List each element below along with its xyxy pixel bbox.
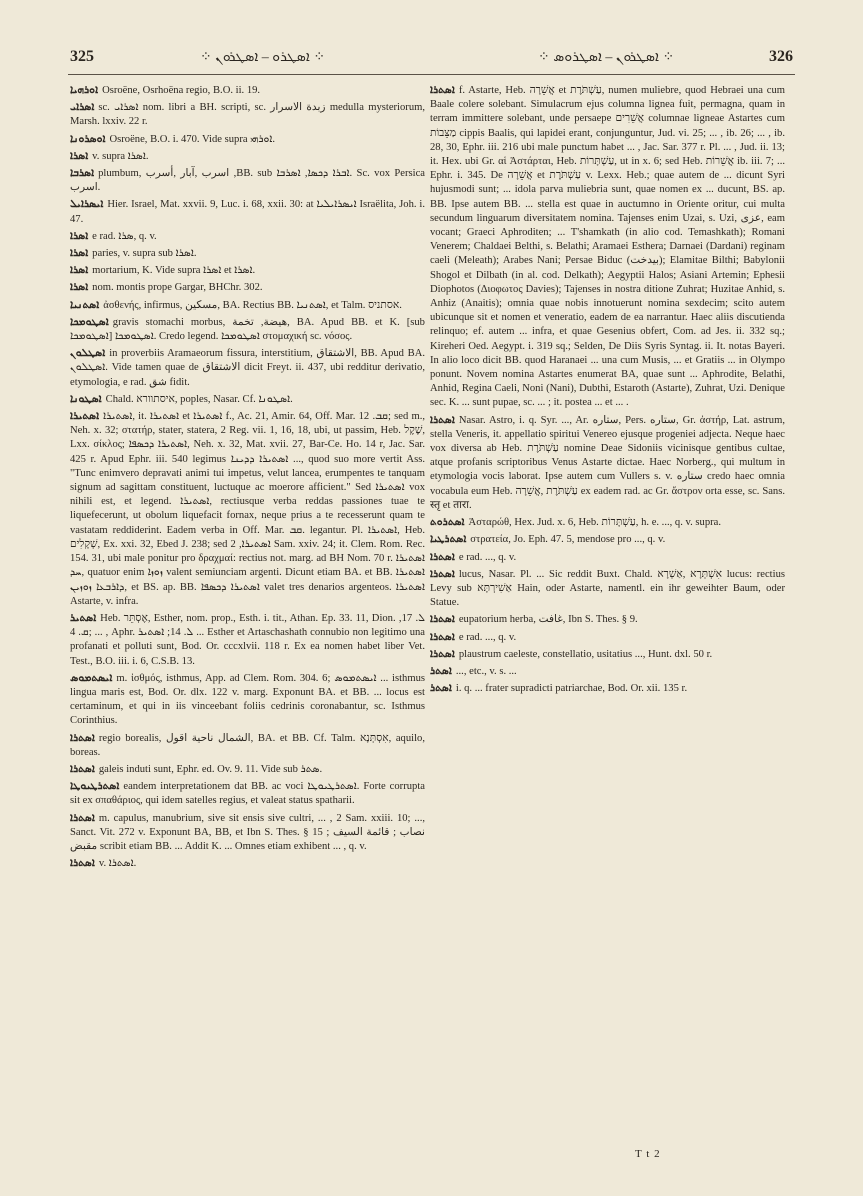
entry-headword: ܐܣܪܐܝ (70, 102, 95, 114)
entry-definition: gravis stomachi morbus, هيضة, تخمة, BA. Apud BB. et K. [sub ܐܣܛܘܡܟܐ] ܐܣܛܘܡܟܐ. Credo legend. ܐܣܛܘܡܟܐ στομαχική sc. νόσος. (70, 316, 425, 343)
entry-headword: ܐܣܬܪܐ (430, 551, 455, 563)
dictionary-entry (70, 410, 425, 609)
entry-headword: ܐܣܬܪܐ (430, 631, 455, 643)
entry-headword: ܐܣܪܐ (70, 265, 89, 277)
entry-definition: ..., etc., v. s. ... (455, 665, 517, 677)
entry-headword: ܐܣܛܘܡܟܐ (70, 316, 109, 328)
dictionary-entry (70, 84, 425, 98)
entry-headword: ܐܣܪܐ (70, 230, 89, 242)
dictionary-entry (70, 763, 425, 777)
dictionary-entry (70, 857, 425, 871)
header-rule (68, 74, 795, 75)
left-running-title: ⁘ ܐܣܛܪܘ – ܐܣܛܪܘܢ ⁘ (200, 50, 326, 65)
entry-definition: i. q. ... frater supradicti patriarchae, Bod. Or. xii. 135 r. (455, 683, 688, 695)
right-column (430, 84, 785, 699)
entry-headword: ܐܣܪܐ (70, 282, 89, 294)
entry-headword: ܐܣܬܪܛܝܘܛܐ (70, 781, 120, 793)
dictionary-entry (70, 347, 425, 390)
entry-definition: regio borealis, الشمال ناحية اقول, BA. et BB. Cf. Talm. אִסְתְּנָא, aquilo, boreas. (70, 732, 425, 758)
entry-definition: m. capulus, manubrium, sive sit ensis sive cultri, ... , 2 Sam. xxiii. 10; ..., Sanct. Vit. 272 v. Exponunt BA, BB, et Ibn S. Thes. § 15 نصاب ; قائمة السيف ; مقبض scribit etiam BB. ... Addit K. ... Omnes etiam exhibent ... , q. v. (70, 812, 425, 852)
entry-definition: Nasar. Astro, i. q. Syr. ..., Ar. ستاره, Pers. ستاره, Gr. ἀστήρ, Lat. astrum, stella Veneris, it. appellatio spiritui Venereo ejusque progeniei adjecta. Neque haec vox diversa ab Heb. עַשְׁתֹּרֶת nomine Deae Sidoniis vicinisque gentibus cultae, atque profanis scriptoribus Venus Astarte dictae. Haec Norberg., qui multum in etymologia vocis laborat. Ipse autem cum Vullers s. v. ستاره credo haec omnia vocabula eum Heb. עַשְׁתֹּרֶת ,אֲשֵׁרָה ex eadem rad. ac Gr. ἄστρον orta esse, sc. Sans. स्तृ et तारा. (430, 414, 785, 511)
entry-definition: lucus, Nasar. Pl. ... Sic reddit Buxt. Chald. אִשְׁתְּרָא ,אַשְׁרָא lucus: rectius Levy sub אַשִׁירְתָּא Hain, oder Astarte, namentl. ein ihr geweihter Baum, oder Statue. (430, 568, 785, 609)
entry-definition: eandem interpretationem dat BB. ac voci ܐܣܬܪܛܝܘܛܐ. Forte corrupta sit ex σπαθάριος, qui idem satelles regius, et valeat status spatharii. (70, 781, 425, 807)
entry-definition: Chald. איסתוורא, poples, Nasar. Cf. ܐܣܛܘܢܐ. (105, 393, 293, 405)
dictionary-entry (70, 133, 425, 147)
entry-definition: nom. montis prope Gargar, BHChr. 302. (92, 282, 263, 294)
running-head (70, 48, 793, 70)
entry-headword: ܐܣܬܝܪܐ (70, 411, 100, 423)
entry-definition: ἀσθενής, infirmus, مسكين, BA. Rectius BB. ܐܣܬܢܝܐ, et Talm. אסתניס. (103, 299, 402, 311)
dictionary-entry (430, 516, 785, 530)
entry-headword: ܐܣܬܪܐ (430, 568, 455, 580)
entry-definition: galeis induti sunt, Ephr. ed. Ov. 9. 11. Vide sub ܣܬܪ. (98, 763, 323, 775)
entry-definition: Ἀσταρώθ, Hex. Jud. x. 6, Heb. עַשְׁתָּרוֹת, h. e. ..., q. v. supra. (468, 517, 722, 529)
entry-definition: paries, v. supra sub ܐܣܪܐ. (92, 248, 197, 260)
entry-definition: plumbum, اسرب ,آبار ,أسرب ,BB. sub ܐܒܪܐ ܕܟܣܐ, ܐܣܪܒܐ. Sc. vox Persica اسرب. (70, 168, 425, 194)
dictionary-entry (70, 230, 425, 244)
dictionary-entry (70, 299, 425, 313)
dictionary-entry (70, 316, 425, 344)
entry-definition: v. ܐܣܬܪܐ. (98, 858, 137, 870)
signature-mark: T t 2 (635, 1148, 661, 1160)
dictionary-entry (70, 264, 425, 278)
dictionary-entry (430, 84, 785, 411)
dictionary-entry (430, 648, 785, 662)
entry-headword: ܐܣܬܪܐ (430, 614, 455, 626)
dictionary-entry (430, 568, 785, 611)
entry-definition: sc. ܐܣܪܐܝ nom. libri a BH. scripti, sc. زبدة الاسرار medulla mysteriorum, Marsh. lxxiv. 22 r. (70, 102, 426, 128)
entry-definition: στρατεία, Jo. Eph. 47. 5, mendose pro ..., q. v. (470, 534, 666, 546)
entry-headword: ܐܣܬܪܐ (70, 763, 95, 775)
dictionary-entry (430, 533, 785, 547)
entry-headword: ܐܣܬܝܪ (70, 612, 97, 624)
entry-headword: ܐܣܪܒܐ (70, 168, 95, 180)
dictionary-entry (70, 393, 425, 407)
entry-definition: eupatorium herba, غافت, Ibn S. Thes. § 9. (458, 614, 638, 626)
dictionary-entry (70, 101, 425, 129)
dictionary-entry (430, 665, 785, 679)
dictionary-entry (70, 167, 425, 195)
entry-definition: v. supra ܐܣܪܐ. (92, 150, 149, 162)
entry-headword: ܐܣܬܪܘܬ (430, 517, 465, 529)
entry-headword: ܐܣܬܪܐ (430, 648, 455, 660)
right-page-number: 326 (769, 48, 793, 65)
entry-headword: ܐܣܬܪܐ (430, 85, 455, 96)
dictionary-entry (70, 672, 425, 729)
entry-definition: in proverbiis Aramaeorum fissura, interstitium, الاشتقاق, BB. Apud BA. ܐܣܛܠܘܢ. Vide tamen quae de الاشتقاق dicit Freyt. ii. 437, ubi redditur derivatio, etymologia, e rad. شق fidit. (70, 348, 425, 388)
entry-headword: ܐܣܪܐ (70, 150, 89, 162)
entry-headword: ܐܣܬܪ (430, 665, 452, 677)
entry-definition: ܐܣܬܝܪܐ, it. ܐܣܬܝܪܐ et ܐܣܬܝܪܐ f., Ac. 21, Amir. 64, Off. Mar. ܩܒ. 12; sed m., Neh. x. 32; στατήρ, stater, statera, 2 Reg. vii. 1, 16, 18, ubi, ut passim, Heb. שֶׁקֶל, Lxx. σίκλος; ܐܣܬܝܪܐ ܕܟܣܦܐ, Neh. x. 32, Mat. xvii. 27, Bar-Ce. Ho. 14 r, Jac. Sar. 425 r. Apud Ephr. iii. 540 legimus ܐܣܬܝܪܐ ܕܕܝܢܐ ..., quod suo more vertit Ass. "Tunc enimvero depravati animi tui impetus, velut lancea, erumpentes te tanquam signum ad sagittam constituent, luctuque ac moerore afficient." Sed ܐܣܬܝܪܐ vox nihili est, et legend. ܐܣܬܝܪܐ, rectiusque verba reddas passiones tuae te liquefecerunt, ut obolum liquefacit fornax, neque prius a te recesserunt quam te vastatam reddiderint. Eadem verba in Off. Mar. ܩܒ. legantur. Pl. ܐܣܬܝܪܐ, Heb. שְׁקָלִים, Ex. xxi. 32, Ebed J. 238; sed ܐܣܬܝܪܐ, 2 Sam. xxiv. 24; it. Clem. Rom. Rec. 154. 31, ubi male ponitur pro δραχμαί: rectius not. marg. ad BH Nom. 70 r. ܐܣܬܝܪܐ ܚܕ, quatuor enim ܙܘܙܐ valent semiunciam argenti. Dicunt etiam BA. et BB. ܐܣܬܝܪܐ ܕܐܪܒܥܐ ܙܘܙܝܢ, et BS. ap. BB. ܐܣܬܝܪܐ ܕܟܣܦܐ valet tres denarios argenteos. ܐܣܬܝܪܐ Astarte, v. infra. (70, 411, 426, 607)
dictionary-entry (70, 612, 425, 669)
dictionary-entry (430, 551, 785, 565)
entry-headword: ܐܣܬܪܛܝܐ (430, 534, 467, 546)
dictionary-entry (430, 613, 785, 627)
dictionary-entry (430, 682, 785, 696)
entry-definition: e rad. ..., q. v. (458, 551, 517, 563)
entry-definition: Heb. אֶסְתֵּר, Esther, nom. prop., Esth. i. tit., Athan. Ep. 33. 11, Dion. ܠ. 17, ܩ. 4; ... , Aphr. ܠ. 14; ܐܣܬܝܪ ... Esther et Artaschashath connubio non legitimo una profanati et polluti sunt, Bod. Or. cccxlvii. 118 r. Ex ea nomen habet liber Vet. Test., B.O. iii. i. 6, C.S.B. 13. (70, 612, 426, 667)
dictionary-entry (70, 732, 425, 760)
entry-headword: ܐܘܣܪܘܢܐ (70, 133, 106, 145)
dictionary-entry (70, 150, 425, 164)
entry-headword: ܐܣܛܠܘܢ (70, 348, 106, 360)
left-page-number: 325 (70, 48, 94, 65)
entry-headword: ܐܝܣܬܡܘܣ (70, 672, 113, 684)
entry-headword: ܐܣܬܪܐ (70, 732, 95, 744)
entry-definition: mortarium, K. Vide supra ܐܣܪܐ et ܐܣܪܐ. (92, 265, 256, 277)
entry-definition: Osroëne, Osrhoëna regio, B.O. ii. 19. (102, 85, 261, 96)
dictionary-entry (430, 631, 785, 645)
entry-definition: f. Astarte, Heb. אֲשֵׁרָה et עַשְׁתֹּרֶת, numen muliebre, quod Hebraei una cum Baale colere solebant. Simulacrum ejus columna lignea fuit, permagna, quam in terram immittere solebant, unde persaepe אֲשֵׁרִים columnae ligneae Astartes cum מַצֵּבוֹת cippis Baalis, qui lapidei erant, conjunguntur, Jud. vi. 25; ... , ib. 26; ... , ib. 28, 30, Ephr. iii. 216 ubi male punctum habet ... , Jac. Sar. 377 r. Pl. ... , Jud. ii. 13; it. Hex. ubi Gr. αἱ Ἀστάρται, Heb. עַשְׁתָּרוֹת, ut in x. 6; sed Heb. אֲשֵׁרוֹת ib. iii. 7; ... Ephr. i. 345. De אֲשֵׁרָה et עַשְׁתֹּרֶת v. Lexx. Heb.; quae autem de ... dicunt Syri hujusmodi sunt; ... idola parva muliebria sunt, quae nomen ex ... ducunt, BS. ap. BB. Ipse autem BB. ... stella est quae in auctumno in Oriente oritur, cui multa secundum linguarum diversitatem nomina. Tajenses enim Uzai, s. Uzi, عزى, eam vocant; Graeci Aphroditen; ... T'shamkath (in alio cod. Temashkath); Romani Venerem; Chaldaei Belthi, s. Belathi; Aramaei Esthera; Darnaei (Dardani) reginam caeli (Meleath); Arabes Nani; Persae Biduc (بيدخت); Elamitae Bilthi; Babylonii Shogol et Dilbath (in al. cod. Delkath); Aegyptii Halos; Asiani Artemin; Ephesii Diophotos (Διοφωτος Davies); Tajenses in nostra ditione Zuhrat; Huzitae Anhid, s. Anhiz (Anaitis); omnia quae nobis innotuerunt nomina sexdecim; scito autem ubicunque sit et nomen et veneratio, eadem de ea narrantur. Haec aliis discutienda relinquo; ef. autem ... infra, et quae Gesenius obfert, Com. ad Jes. ii. 332 sq.; Kireheri Oed. Aegypt. i. 319 sq.; Selden, De Diis Syris Syntag. ii. It. notas Bayeri. In alio loco dicit BB. quod Haranaei ... una cum Musis, ... et Gratiis ... in Olympo ponunt. Novem nomina Astartes enumerat BA, quae sunt ... Aphrodite, Belathi, Anhid, Regina Caeli, Noni (Nani), Dubthi, Estaroth (Astarte), Zuhrat, Uzi. Denique sec. K. ... sunt pupae, sc. ... ; it. postea ... et ... . (430, 85, 786, 409)
dictionary-entry (70, 247, 425, 261)
entry-definition: Hier. Israel, Mat. xxvii. 9, Luc. i. 68, xxii. 30: at ܐܝܣܪܐܝܠܝܐ Israëlita, Joh. i. 47. (70, 199, 425, 225)
entry-headword: ܐܣܬܪܐ (70, 812, 95, 824)
dictionary-entry (70, 281, 425, 295)
entry-definition: plaustrum caeleste, constellatio, usitatius ..., Hunt. dxl. 50 r. (458, 648, 713, 660)
entry-headword: ܐܘܪܗܝܐ (70, 85, 99, 96)
left-column (70, 84, 425, 874)
dictionary-entry (70, 812, 425, 855)
dictionary-entry (70, 780, 425, 808)
dictionary-entry (430, 414, 785, 513)
dictionary-entry (70, 198, 425, 226)
entry-definition: Osroëne, B.O. i. 470. Vide supra ܐܘܪܗܝ. (109, 133, 276, 145)
entry-definition: m. ἰσθμός, isthmus, App. ad Clem. Rom. 304. 6; ܐܝܣܬܡܘܣ ... isthmus lingua maris est, Bod. Or. dlx. 122 v. marg. Exponunt BA. et BB. ... locus est certaminum, et qui in iis vinceebant foliis cedrinis coronabantur, sc. Isthmus Corinthius. (70, 672, 425, 727)
entry-headword: ܐܣܬܢܝܐ (70, 299, 100, 311)
entry-headword: ܐܣܬܪܐ (70, 858, 95, 870)
entry-definition: e rad. ܣܪܐ, q. v. (92, 230, 157, 242)
entry-headword: ܐܣܛܘܢܐ (70, 393, 102, 405)
entry-headword: ܐܣܬܪ (430, 683, 452, 695)
entry-definition: e rad. ..., q. v. (458, 631, 517, 643)
entry-headword: ܐܣܬܪܐ (430, 414, 455, 426)
entry-headword: ܐܣܪܐ (70, 248, 89, 260)
right-running-title: ⁘ ܐܣܛܪܘܢ – ܐܣܛܪܘܣ ⁘ (538, 50, 675, 65)
entry-headword: ܐܝܣܪܐܝܠ (70, 199, 104, 211)
